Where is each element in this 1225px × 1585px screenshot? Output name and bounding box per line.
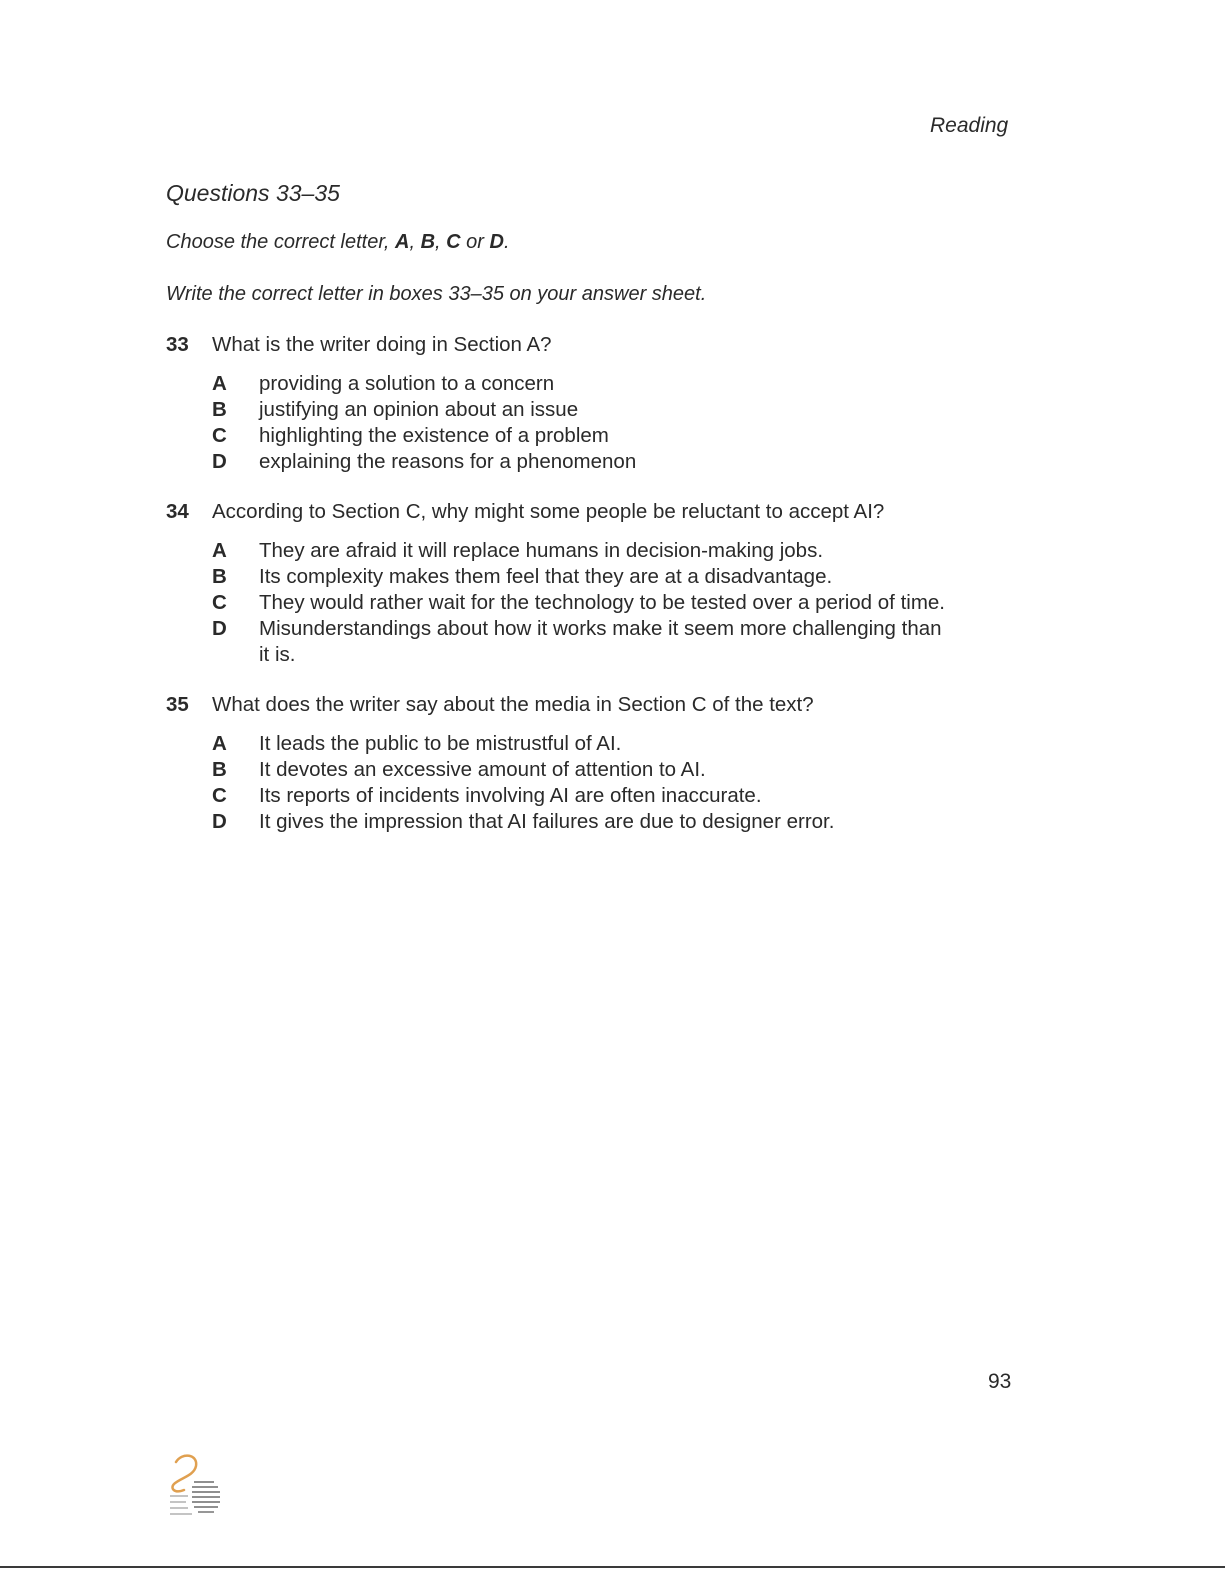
option-letter: B xyxy=(212,758,227,781)
option-letter: D xyxy=(212,810,227,833)
instruction-answer-sheet: Write the correct letter in boxes 33–35 on your answer sheet. xyxy=(166,283,707,305)
publisher-logo xyxy=(134,1438,254,1528)
option-text: It gives the impression that AI failures are due to designer error. xyxy=(259,810,835,833)
option-letter: A xyxy=(212,732,227,755)
option-letter: C xyxy=(212,784,227,807)
option-text: explaining the reasons for a phenomenon xyxy=(259,450,637,473)
publisher-logo-icon xyxy=(134,1438,254,1528)
logo-lines xyxy=(192,1482,220,1512)
answer-option xyxy=(212,423,1066,449)
answer-option xyxy=(212,809,1066,835)
option-text: They would rather wait for the technology to be tested over a period of time. xyxy=(259,591,945,614)
question-33 xyxy=(166,333,1066,475)
question-35 xyxy=(166,693,1066,835)
option-text: highlighting the existence of a problem xyxy=(259,424,609,447)
instruction-text: Choose the correct letter, xyxy=(166,231,396,253)
answer-option xyxy=(212,757,1066,783)
instruction-letter-b: B xyxy=(420,231,436,253)
page-number: 93 xyxy=(988,1370,1012,1393)
option-letter: A xyxy=(212,372,227,395)
questions-heading: Questions 33–35 xyxy=(166,180,340,206)
option-text: They are afraid it will replace humans in decision-making jobs. xyxy=(259,539,824,562)
option-letter: A xyxy=(212,539,227,562)
answer-option xyxy=(212,783,1066,809)
instruction-comma: , xyxy=(435,231,447,253)
option-text: Its reports of incidents involving AI are often inaccurate. xyxy=(259,784,762,807)
answer-options xyxy=(212,731,1066,835)
logo-small-text-lines xyxy=(170,1496,192,1514)
option-letter: B xyxy=(212,565,227,588)
bottom-border-rule xyxy=(0,1566,1225,1568)
answer-option xyxy=(212,616,1066,668)
answer-option xyxy=(212,371,1066,397)
option-letter: C xyxy=(212,424,227,447)
instruction-comma: , xyxy=(409,231,421,253)
answer-option xyxy=(212,538,1066,564)
question-text: What does the writer say about the media in Section C of the text? xyxy=(212,693,814,716)
section-label: Reading xyxy=(930,114,1009,137)
answer-option xyxy=(212,397,1066,423)
option-letter: B xyxy=(212,398,227,421)
option-text: justifying an opinion about an issue xyxy=(259,398,579,421)
question-number: 34 xyxy=(166,500,189,523)
question-number: 35 xyxy=(166,693,189,716)
option-text: providing a solution to a concern xyxy=(259,372,555,395)
option-letter: C xyxy=(212,591,227,614)
answer-options xyxy=(212,371,1066,475)
option-text: Its complexity makes them feel that they are at a disadvantage. xyxy=(259,565,833,588)
answer-option xyxy=(212,449,1066,475)
question-34 xyxy=(166,500,1066,668)
answer-option xyxy=(212,564,1066,590)
instruction-period: . xyxy=(503,231,510,253)
instruction-letter-c: C xyxy=(446,231,461,253)
option-text: It leads the public to be mistrustful of AI. xyxy=(259,732,622,755)
answer-option xyxy=(212,731,1066,757)
option-letter: D xyxy=(212,450,227,473)
logo-swirl-shape xyxy=(172,1456,196,1492)
option-text: It devotes an excessive amount of attention to AI. xyxy=(259,758,706,781)
option-text: Misunderstandings about how it works make it seem more challenging than it is. xyxy=(259,617,942,666)
option-letter: D xyxy=(212,617,227,640)
question-text: According to Section C, why might some people be reluctant to accept AI? xyxy=(212,500,885,523)
question-number: 33 xyxy=(166,333,189,356)
instruction-or: or xyxy=(460,231,490,253)
answer-option xyxy=(212,590,1066,616)
instruction-choose-letter xyxy=(166,231,510,254)
instruction-letter-d: D xyxy=(489,231,504,253)
question-text: What is the writer doing in Section A? xyxy=(212,333,552,356)
answer-options xyxy=(212,538,1066,668)
instruction-letter-a: A xyxy=(395,231,410,253)
